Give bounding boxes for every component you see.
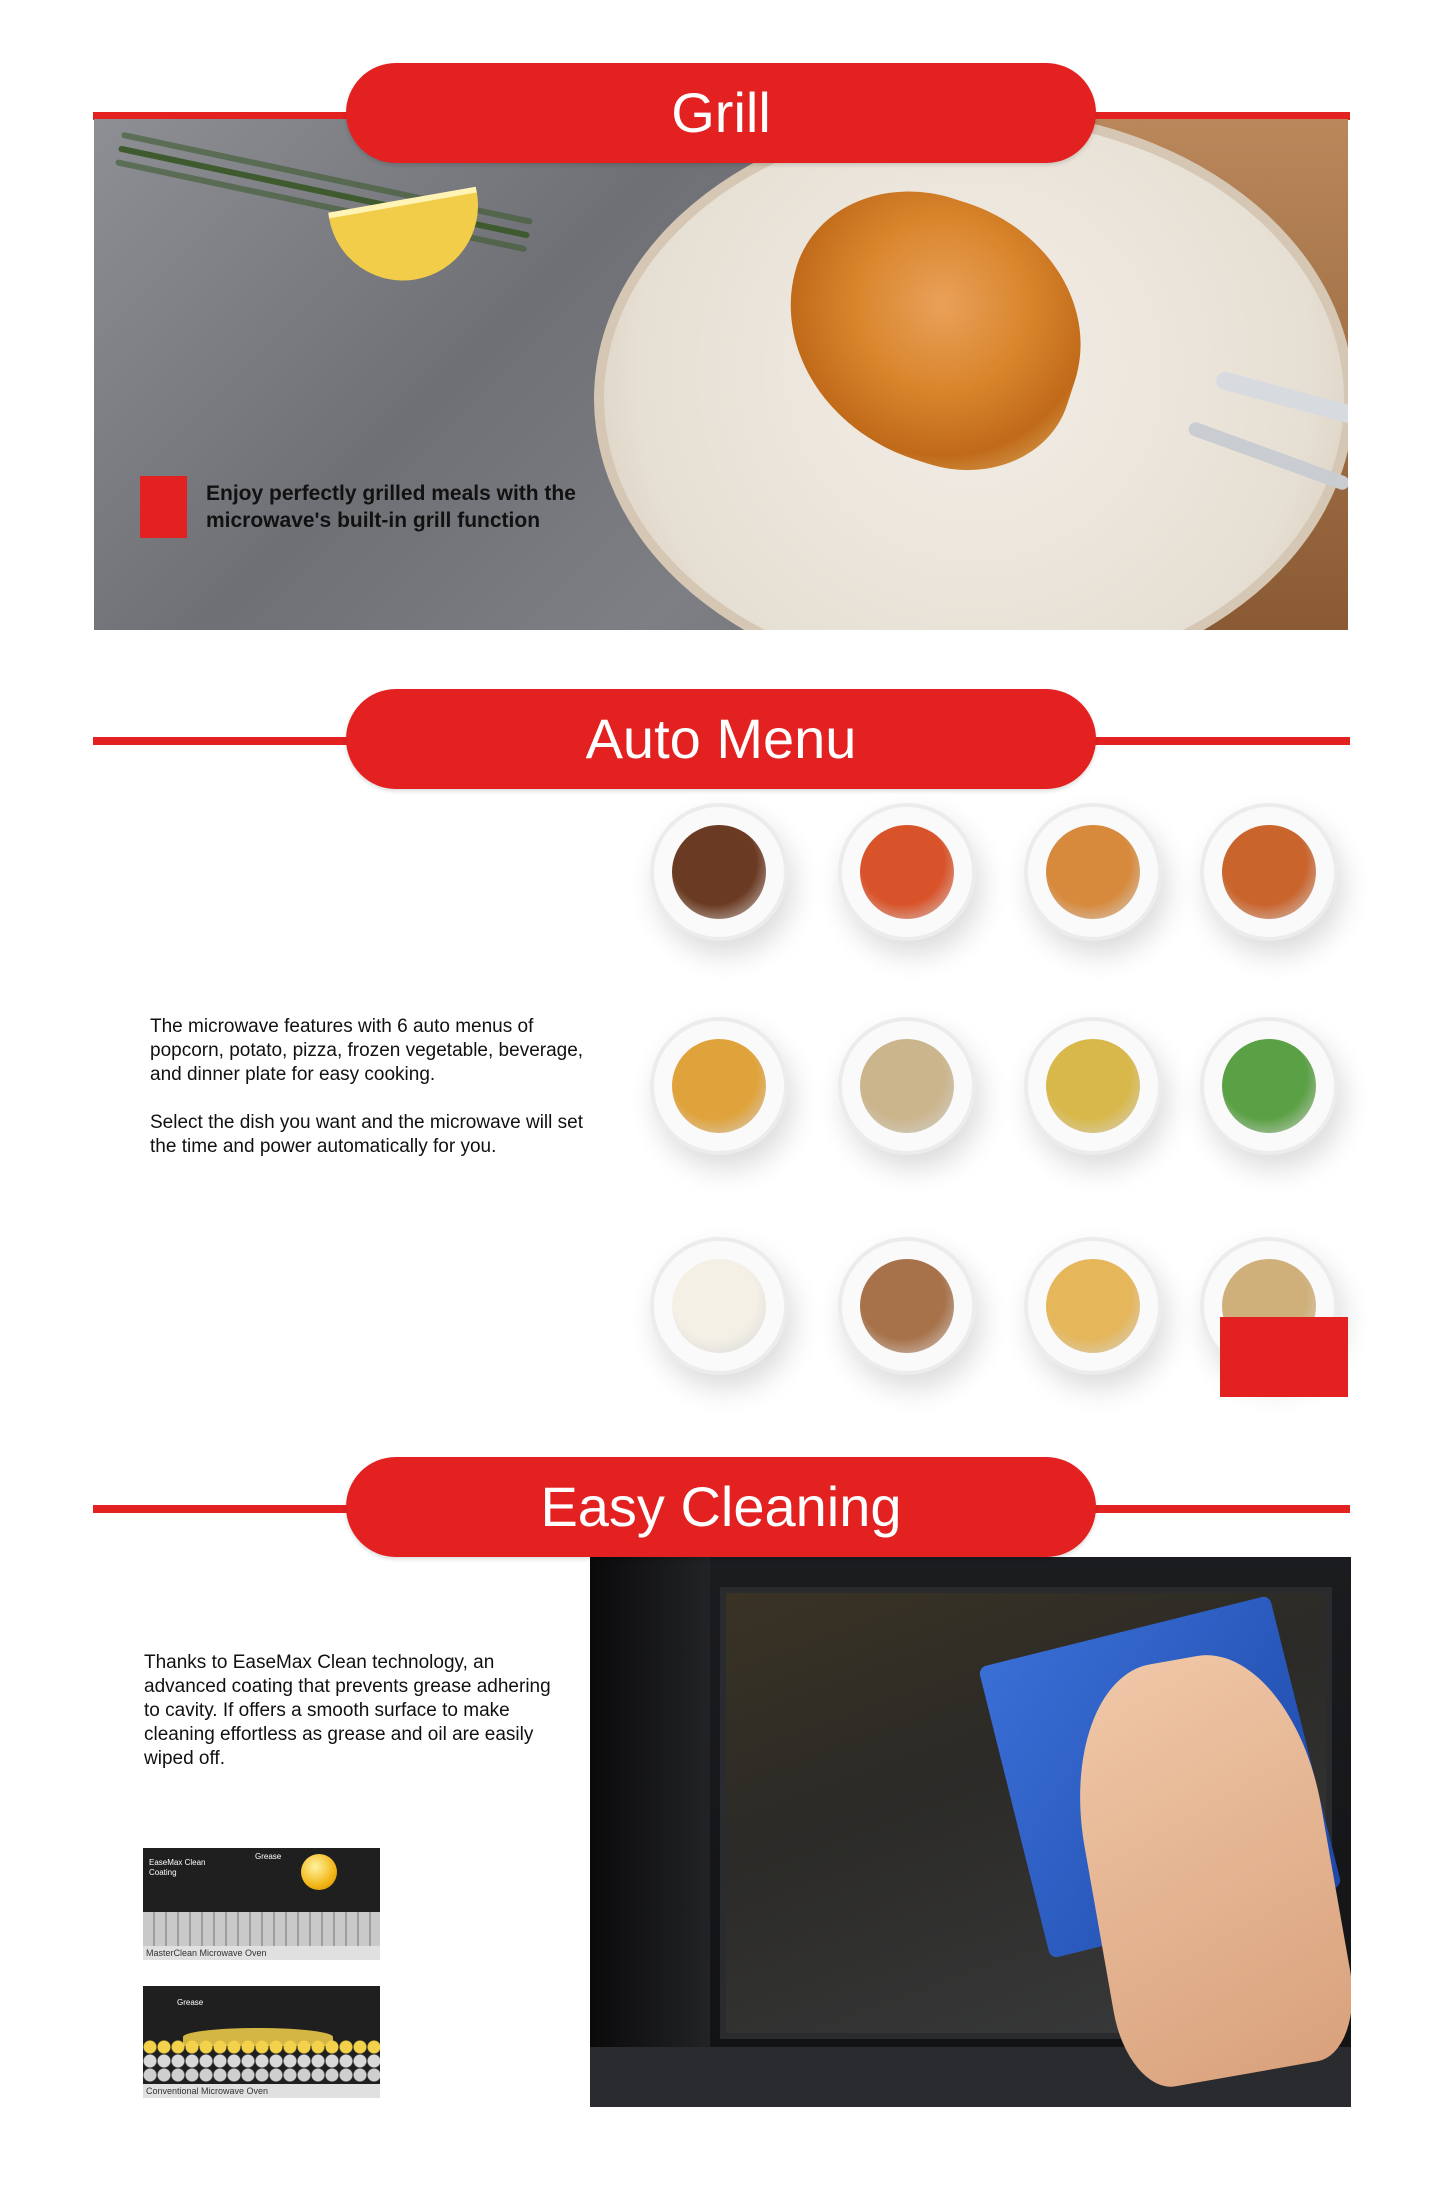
dish-popcorn: [650, 1017, 788, 1155]
easy-cleaning-section-title: Easy Cleaning: [346, 1457, 1096, 1557]
vegetables-food: [1222, 1039, 1316, 1133]
surface-particles: [143, 2040, 380, 2084]
dish-cupcakes: [838, 1237, 976, 1375]
grease-drop-icon: [301, 1854, 337, 1890]
dish-pasta: [1200, 803, 1338, 941]
diagram-2-footer: Conventional Microwave Oven: [143, 2084, 380, 2098]
dish-noodles: [1024, 1017, 1162, 1155]
coating-layer: [143, 1912, 380, 1946]
red-corner-accent: [1220, 1317, 1348, 1397]
potato-soup-food: [860, 1039, 954, 1133]
auto-menu-paragraph-2: Select the dish you want and the microwave will set the time and power automatically for you.: [150, 1112, 583, 1157]
noodles-food: [1046, 1039, 1140, 1133]
dessert-food: [672, 825, 766, 919]
conventional-coating-diagram: [143, 1986, 380, 2098]
baked-potato-food: [1046, 1259, 1140, 1353]
grease-label: Grease: [177, 1998, 204, 2007]
auto-menu-description: [150, 1015, 590, 1183]
dish-shrimp: [1024, 803, 1162, 941]
diagram-1-footer: MasterClean Microwave Oven: [143, 1946, 380, 1960]
popcorn-food: [672, 1039, 766, 1133]
dish-vegetables: [1200, 1017, 1338, 1155]
milk-food: [672, 1259, 766, 1353]
dish-baked-potato: [1024, 1237, 1162, 1375]
cupcakes-food: [860, 1259, 954, 1353]
dish-potato-soup: [838, 1017, 976, 1155]
auto-menu-paragraph-1: The microwave features with 6 auto menus of popcorn, potato, pizza, frozen vegetable, beverage, and dinner plate for easy cooking.: [150, 1016, 584, 1085]
pizza-food: [860, 825, 954, 919]
easy-cleaning-description: Thanks to EaseMax Clean technology, an advanced coating that prevents grease adhering to cavity. If offers a smooth surface to make cleaning effortless as grease and oil are easily wiped off.: [144, 1652, 551, 1769]
easemax-coating-diagram: [143, 1848, 380, 1960]
auto-menu-section-title: Auto Menu: [346, 689, 1096, 789]
caption-accent-square: [140, 476, 187, 538]
dish-dessert: [650, 803, 788, 941]
coating-label: EaseMax Clean Coating: [149, 1858, 206, 1877]
grill-caption-text: Enjoy perfectly grilled meals with the microwave's built-in grill function: [206, 482, 576, 532]
dish-pizza: [838, 803, 976, 941]
lemon-wedge: [328, 187, 490, 293]
oven-cleaning-photo: [590, 1557, 1351, 2107]
dish-milk: [650, 1237, 788, 1375]
shrimp-food: [1046, 825, 1140, 919]
pasta-food: [1222, 825, 1316, 919]
oven-door-edge: [590, 1557, 710, 2107]
grill-food-photo: [94, 119, 1348, 630]
grease-label: Grease: [255, 1852, 282, 1861]
grill-section-title: Grill: [346, 63, 1096, 163]
